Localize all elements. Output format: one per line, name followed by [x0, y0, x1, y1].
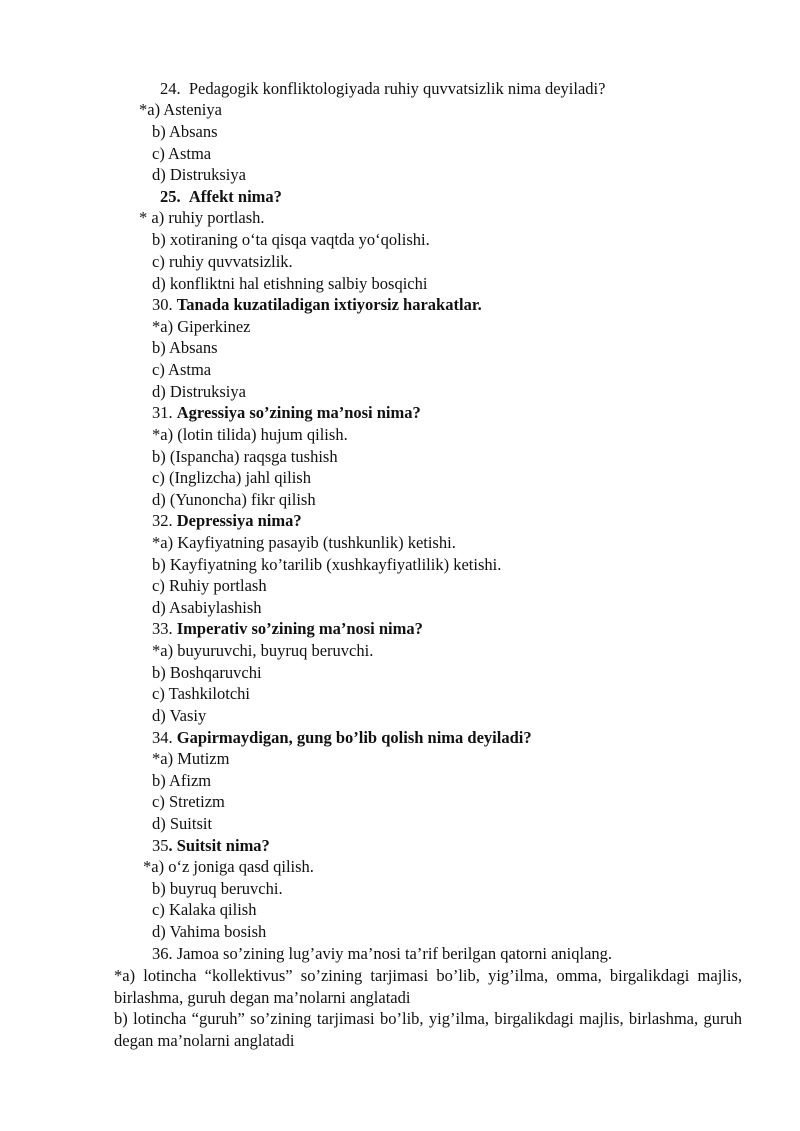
option-b: b) Absans: [152, 338, 218, 357]
option-c: c) Tashkilotchi: [152, 684, 250, 703]
option-c: c) ruhiy quvvatsizlik.: [152, 252, 293, 271]
question-text: . Suitsit nima?: [168, 836, 270, 855]
option-c: c) Astma: [152, 360, 212, 379]
question-35: [152, 835, 270, 856]
question-number: 24.: [160, 79, 181, 98]
question-text: Tanada kuzatiladigan ixtiyorsiz harakatlar.: [176, 295, 482, 314]
option-c: c) Ruhiy portlash: [152, 576, 267, 595]
question-text: Agressiya so’zining ma’nosi nima?: [176, 403, 421, 422]
option-c: c) Kalaka qilish: [152, 900, 257, 919]
option-b: b) Absans: [152, 122, 218, 141]
question-25: [160, 186, 282, 207]
question-31: [152, 402, 421, 423]
option-b: b) buyruq beruvchi.: [152, 879, 283, 898]
question-number: 31.: [152, 403, 173, 422]
question-36: [152, 943, 612, 964]
option-d: d) Asabiylashish: [152, 598, 262, 617]
option-b: b) Boshqaruvchi: [152, 663, 262, 682]
question-number: 34.: [152, 728, 173, 747]
question-number: 36.: [152, 944, 173, 963]
question-text: Affekt nima?: [188, 187, 282, 206]
question-33: [152, 618, 423, 639]
option-a-correct: *a) Mutizm: [152, 749, 230, 768]
option-d: d) konfliktni hal etishning salbiy bosqichi: [152, 274, 428, 293]
option-a-correct: *a) (lotin tilida) hujum qilish.: [152, 425, 348, 444]
option-a-correct: *a) lotincha “kollektivus” so’zining tarjimasi bo’lib, yig’ilma, omma, birgalikdagi majlis, birlashma, guruh degan ma’nolarni anglatadi: [114, 966, 742, 1007]
question-number: 32.: [152, 511, 173, 530]
option-b: b) Kayfiyatning ko’tarilib (xushkayfiyatlilik) ketishi.: [152, 555, 502, 574]
option-b: b) (Ispancha) raqsga tushish: [152, 447, 338, 466]
option-a-correct: * a) ruhiy portlash.: [139, 208, 265, 227]
question-32: [152, 510, 302, 531]
option-a-correct: *a) Asteniya: [139, 100, 222, 119]
option-d: d) Suitsit: [152, 814, 213, 833]
question-number: 30.: [152, 295, 173, 314]
option-b: b) lotincha “guruh” so’zining tarjimasi bo’lib, yig’ilma, birgalikdagi majlis, birlashma, guruh degan ma’nolarni anglatadi: [114, 1009, 742, 1050]
question-34: [152, 727, 532, 748]
question-text: Imperativ so’zining ma’nosi nima?: [176, 619, 423, 638]
question-text: Pedagogik konfliktologiyada ruhiy quvvatsizlik nima deyiladi?: [188, 79, 606, 98]
question-text: Depressiya nima?: [176, 511, 302, 530]
option-a-correct: *a) Giperkinez: [152, 317, 251, 336]
question-number: 33.: [152, 619, 173, 638]
question-number: 35: [152, 836, 169, 855]
option-d: d) Distruksiya: [152, 165, 246, 184]
question-text: Jamoa so’zining lug’aviy ma’nosi ta’rif berilgan qatorni aniqlang.: [176, 944, 613, 963]
option-a-correct: *a) o‘z joniga qasd qilish.: [143, 857, 314, 876]
question-24: [160, 78, 605, 99]
option-a-correct: *a) buyuruvchi, buyruq beruvchi.: [152, 641, 374, 660]
option-a-correct: *a) Kayfiyatning pasayib (tushkunlik) ketishi.: [152, 533, 456, 552]
question-number: 25.: [160, 187, 181, 206]
option-d: d) Vahima bosish: [152, 922, 267, 941]
option-d: d) Vasiy: [152, 706, 207, 725]
option-d: d) Distruksiya: [152, 382, 246, 401]
option-b: b) xotiraning o‘ta qisqa vaqtda yo‘qolishi.: [152, 230, 430, 249]
question-30: [152, 294, 482, 315]
option-b: b) Afizm: [152, 771, 212, 790]
option-c: c) (Inglizcha) jahl qilish: [152, 468, 311, 487]
option-d: d) (Yunoncha) fikr qilish: [152, 490, 316, 509]
option-c: c) Astma: [152, 144, 212, 163]
question-text: Gapirmaydigan, gung bo’lib qolish nima deyiladi?: [176, 728, 532, 747]
option-c: c) Stretizm: [152, 792, 225, 811]
